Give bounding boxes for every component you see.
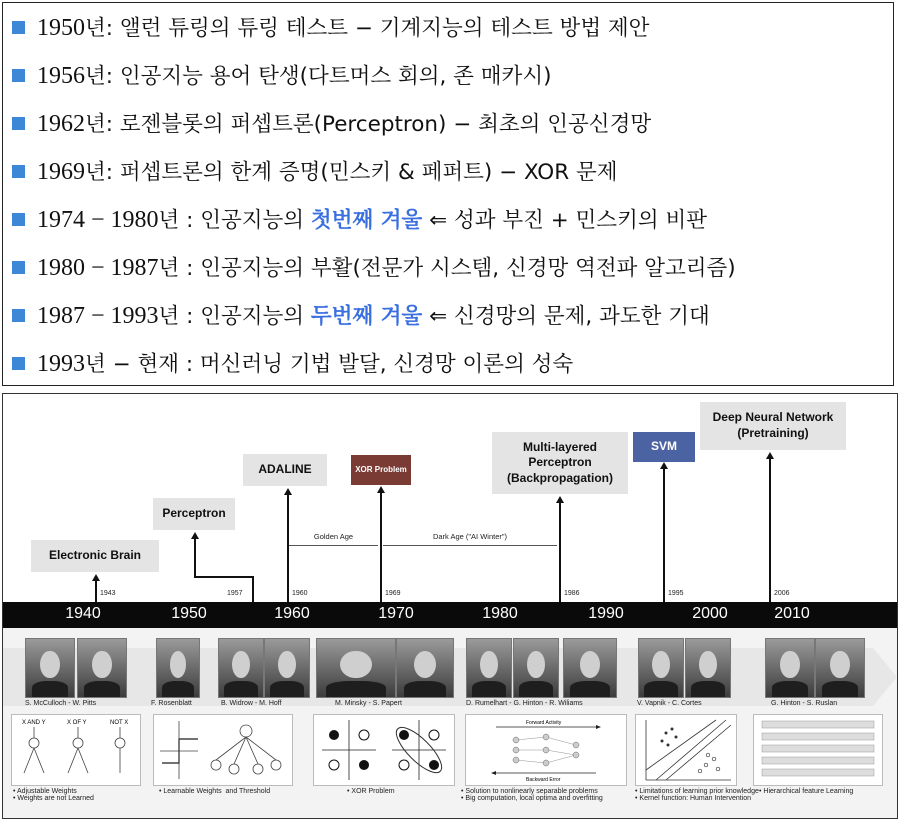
list-item: 1950년: 앨런 튜링의 튜링 테스트 − 기계지능의 테스트 방법 제안 [3, 6, 893, 54]
portrait-photo [466, 638, 512, 698]
svm-panel [635, 714, 737, 786]
list-item: 1974 − 1980년 : 인공지능의 첫번째 겨울 ⇐ 성과 부진 + 민스키의 비판 [3, 198, 893, 246]
bullet-square-icon [12, 117, 25, 130]
portrait-photo [396, 638, 454, 698]
history-list-box [2, 2, 894, 386]
people-names: B. Widrow - M. Hoff [221, 700, 282, 707]
logic-gates-diagram [12, 715, 140, 785]
event-perceptron: Perceptron [153, 498, 235, 530]
decade-label: 1950 [171, 605, 207, 622]
arrowhead-icon [377, 486, 385, 493]
panel-caption: • Limitations of learning prior knowledge • Kernel function: Human Intervention [635, 788, 759, 802]
era-golden-age-range [289, 545, 378, 546]
svg-text:X OF Y: X OF Y [67, 720, 87, 726]
arrow-1960 [287, 492, 289, 602]
svg-text:Backward Error: Backward Error [526, 777, 561, 783]
portrait-photo [264, 638, 310, 698]
svg-text:Forward Activity: Forward Activity [526, 720, 562, 726]
portrait-photo [765, 638, 815, 698]
arrow-1995 [663, 466, 665, 602]
panel-caption: • XOR Problem [347, 788, 395, 795]
portrait-photo [77, 638, 127, 698]
arrow-1943 [95, 578, 97, 602]
timeline-arrow-tip-icon [873, 648, 897, 706]
arrowhead-icon [284, 488, 292, 495]
backprop-panel [465, 714, 627, 786]
event-adaline: ADALINE [243, 454, 327, 486]
list-item: 1962년: 로젠블롯의 퍼셉트론(Perceptron) − 최초의 인공신경망 [3, 102, 893, 150]
decade-label: 2000 [692, 605, 728, 622]
arrow-perceptron [194, 536, 196, 576]
people-names: S. McCulloch - W. Pitts [25, 700, 97, 707]
portrait-photo [156, 638, 200, 698]
ai-history-timeline [2, 393, 898, 819]
bullet-square-icon [12, 261, 25, 274]
hierarchical-features-diagram [754, 715, 882, 785]
event-svm: SVM [633, 432, 695, 462]
arrow-1986 [559, 500, 561, 602]
arrow-2006 [769, 456, 771, 602]
arrowhead-icon [191, 532, 199, 539]
decade-label: 1990 [588, 605, 624, 622]
xor-scatter-diagram [314, 715, 454, 785]
era-dark-age: Dark Age ("AI Winter") [432, 532, 508, 541]
decade-label: 2010 [774, 605, 810, 622]
people-names: V. Vapnik - C. Cortes [637, 700, 702, 707]
arrow-1969 [380, 490, 382, 602]
panel-caption: • Hierarchical feature Learning [759, 788, 854, 795]
threshold-panel [153, 714, 293, 786]
xor-panel [313, 714, 455, 786]
year-label: 1943 [100, 590, 116, 597]
portrait-photo [815, 638, 865, 698]
svm-margin-diagram [636, 715, 736, 785]
bullet-square-icon [12, 165, 25, 178]
svg-text:NOT X: NOT X [110, 720, 129, 726]
year-label: 1960 [292, 590, 308, 597]
portrait-photo [25, 638, 75, 698]
portrait-photo [638, 638, 684, 698]
event-multilayer-perceptron: Multi-layered Perceptron (Backpropagation) [492, 432, 628, 494]
panel-caption: • Learnable Weights and Threshold [159, 788, 271, 795]
bullet-square-icon [12, 357, 25, 370]
bullet-square-icon [12, 309, 25, 322]
history-list [3, 6, 893, 390]
svg-text:X AND Y: X AND Y [22, 720, 46, 726]
era-golden-age: Golden Age [313, 532, 354, 541]
list-item: 1987 − 1993년 : 인공지능의 두번째 겨울 ⇐ 신경망의 문제, 과도한 기대 [3, 294, 893, 342]
arrowhead-icon [660, 462, 668, 469]
people-names: F. Rosenblatt [151, 700, 192, 707]
portrait-photo [685, 638, 731, 698]
deep-learning-panel [753, 714, 883, 786]
bullet-square-icon [12, 21, 25, 34]
people-names: D. Rumelhart - G. Hinton - R. Wiliams [466, 700, 583, 707]
year-label: 1995 [668, 590, 684, 597]
decade-label: 1980 [482, 605, 518, 622]
panel-caption: • Adjustable Weights • Weights are not Learned [13, 788, 94, 802]
list-item: 1969년: 퍼셉트론의 한계 증명(민스키 & 페퍼트) − XOR 문제 [3, 150, 893, 198]
year-label: 2006 [774, 590, 790, 597]
decade-label: 1970 [378, 605, 414, 622]
backprop-network-diagram [466, 715, 626, 785]
list-item: 1956년: 인공지능 용어 탄생(다트머스 회의, 존 매카시) [3, 54, 893, 102]
threshold-neuron-diagram [154, 715, 292, 785]
arrowhead-icon [92, 574, 100, 581]
arrowhead-icon [556, 496, 564, 503]
portrait-photo [563, 638, 617, 698]
second-winter-highlight: 두번째 겨울 [310, 304, 423, 329]
portrait-photo [316, 638, 396, 698]
year-label: 1969 [385, 590, 401, 597]
line-1957 [252, 576, 254, 602]
portrait-photo [513, 638, 559, 698]
perceptron-connector [194, 576, 252, 578]
first-winter-highlight: 첫번째 겨울 [310, 208, 423, 233]
bullet-square-icon [12, 69, 25, 82]
event-electronic-brain: Electronic Brain [31, 540, 159, 572]
portrait-photo [218, 638, 264, 698]
event-xor-problem: XOR Problem [351, 455, 411, 485]
year-label: 1957 [227, 590, 243, 597]
people-names: G. Hinton - S. Ruslan [771, 700, 838, 707]
event-deep-neural-network: Deep Neural Network (Pretraining) [700, 402, 846, 450]
logic-gates-panel [11, 714, 141, 786]
panel-caption: • Solution to nonlinearly separable problems • Big computation, local optima and overfitting [461, 788, 603, 802]
arrowhead-icon [766, 452, 774, 459]
decade-label: 1940 [65, 605, 101, 622]
people-names: M. Minsky - S. Papert [335, 700, 402, 707]
decade-label: 1960 [274, 605, 310, 622]
list-item: 1980 − 1987년 : 인공지능의 부활(전문가 시스템, 신경망 역전파 알고리즘) [3, 246, 893, 294]
list-item: 1993년 − 현재 : 머신러닝 기법 발달, 신경망 이론의 성숙 [3, 342, 893, 390]
era-dark-age-range [383, 545, 557, 546]
bullet-square-icon [12, 213, 25, 226]
year-label: 1986 [564, 590, 580, 597]
